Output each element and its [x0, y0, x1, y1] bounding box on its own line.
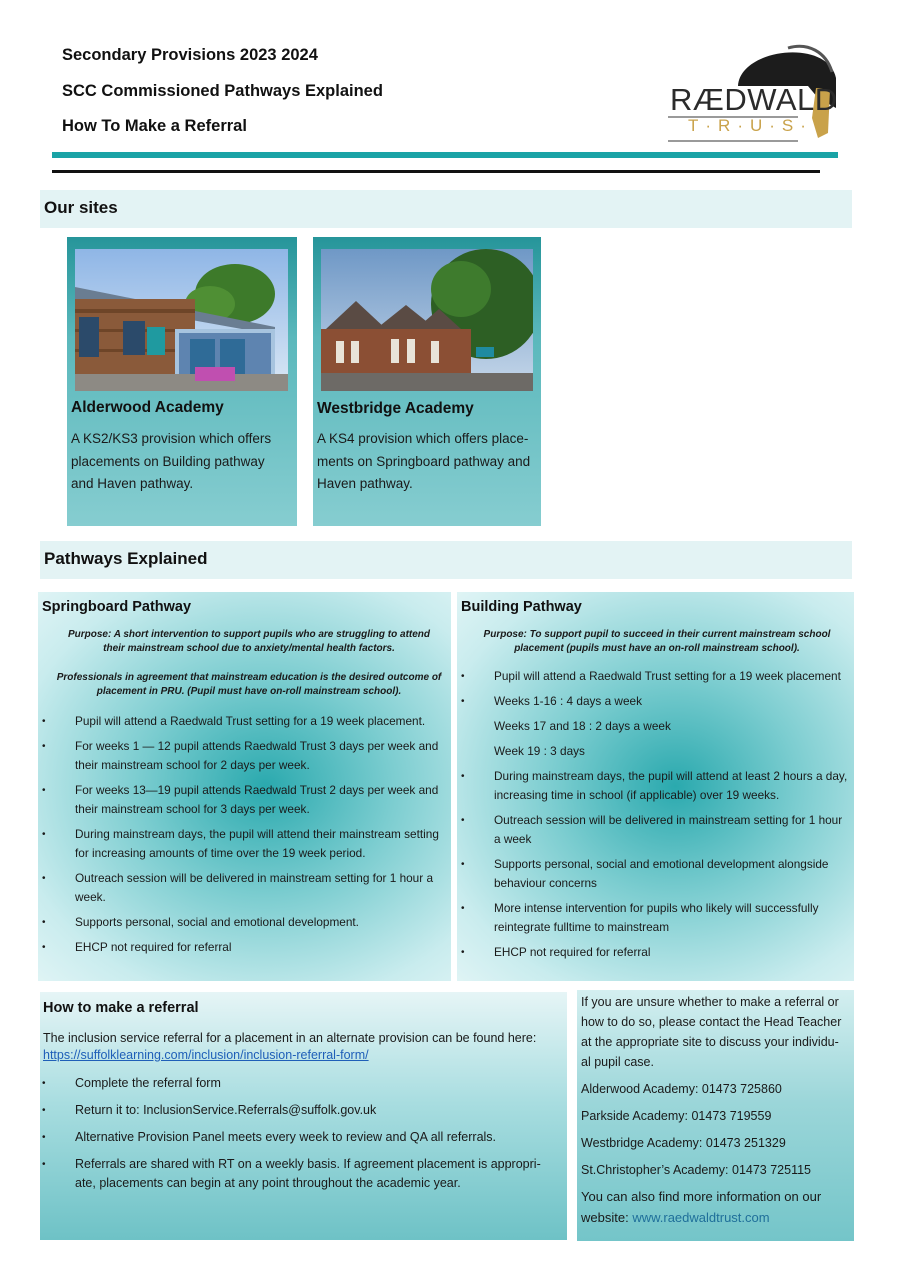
contact-intro-line: al pupil case.: [581, 1055, 654, 1069]
phone-alderwood: Alderwood Academy: 01473 725860: [581, 1082, 782, 1096]
site-description: [71, 428, 293, 496]
list-item: • For weeks 1 — 12 pupil attends Raedwald Trust 3 days per week and their mainstream school for 2 days per week.: [42, 737, 448, 775]
referral-title: How to make a referral: [43, 1000, 199, 1016]
building-purpose: Purpose: To support pupil to succeed in their current mainstream school placement (pupils must have an on-roll mainstream school).: [483, 629, 831, 654]
header-rule-teal: [52, 152, 838, 158]
list-item: • Supports personal, social and emotional development alongside behaviour concerns: [461, 855, 851, 893]
phone-stchristophers: St.Christopher’s Academy: 01473 725115: [581, 1163, 812, 1177]
list-item: • Alternative Provision Panel meets every week to review and QA all referrals.: [42, 1128, 557, 1147]
westbridge-photo: [321, 249, 533, 391]
springboard-list: [42, 712, 448, 963]
list-item: • Pupil will attend a Raedwald Trust setting for a 19 week placement: [461, 667, 851, 686]
referral-panel: [40, 992, 567, 1240]
list-item: • During mainstream days, the pupil will attend at least 2 hours a day, increasing time in school (if applicable) over 19 weeks.: [461, 767, 851, 805]
site-description: [317, 428, 539, 496]
alderwood-photo: [75, 249, 288, 391]
pathways-heading: Pathways Explained: [40, 541, 852, 579]
list-item: • Complete the referral form: [42, 1074, 557, 1093]
phone-westbridge: Westbridge Academy: 01473 251329: [581, 1136, 786, 1150]
list-item: • EHCP not required for referral: [42, 938, 448, 957]
site-description-line: and Haven pathway.: [71, 476, 194, 491]
list-item: • During mainstream days, the pupil will attend their mainstream setting for increasing amounts of time over the 19 week period.: [42, 825, 448, 863]
contact-intro-line: If you are unsure whether to make a referral or: [581, 995, 839, 1009]
list-item: Week 19 : 3 days: [494, 744, 585, 758]
list-item: • Supports personal, social and emotional development.: [42, 913, 448, 932]
contact-intro-line: at the appropriate site to discuss your individu-: [581, 1035, 839, 1049]
list-item: Weeks 17 and 18 : 2 days a week: [494, 719, 671, 733]
site-card-westbridge: [313, 237, 541, 526]
site-description-line: A KS4 provision which offers place-: [317, 431, 529, 446]
building-title: Building Pathway: [461, 599, 582, 615]
doc-title: Secondary Provisions 2023 2024: [62, 46, 318, 64]
list-item: • EHCP not required for referral: [461, 943, 851, 962]
site-title: Westbridge Academy: [317, 400, 474, 417]
logo-wordmark: RÆDWALD: [670, 82, 838, 117]
our-sites-heading: Our sites: [40, 190, 852, 228]
contact-panel: [577, 990, 854, 1241]
list-item: • Pupil will attend a Raedwald Trust setting for a 19 week placement.: [42, 712, 448, 731]
springboard-agreement: Professionals in agreement that mainstream education is the desired outcome of placement in PRU. (Pupil must have on-roll mainstream school).: [56, 672, 442, 697]
springboard-purpose: Purpose: A short intervention to support pupils who are struggling to attend their mainstream school due to anxiety/mental health factors.: [67, 629, 431, 654]
list-item: • Outreach session will be delivered in mainstream setting for 1 hour a week: [461, 811, 851, 849]
contact-intro-line: how to do so, please contact the Head Teacher: [581, 1015, 842, 1029]
website-line: [581, 1208, 770, 1228]
site-description-line: ments on Springboard pathway and: [317, 453, 531, 469]
raedwald-trust-logo: [668, 38, 838, 146]
list-item: • Return it to: InclusionService.Referrals@suffolk.gov.uk: [42, 1101, 557, 1120]
logo-rule-bottom: [668, 140, 798, 142]
list-item: • For weeks 13—19 pupil attends Raedwald Trust 2 days per week and their mainstream school for 3 days per week.: [42, 781, 448, 819]
list-item: • More intense intervention for pupils who likely will successfully reintegrate fulltime to mainstream: [461, 899, 851, 937]
springboard-title: Springboard Pathway: [42, 599, 192, 615]
site-description-line: Haven pathway.: [317, 476, 413, 491]
building-list: [461, 667, 851, 968]
phone-parkside: Parkside Academy: 01473 719559: [581, 1109, 772, 1123]
list-item: • Outreach session will be delivered in mainstream setting for 1 hour a week.: [42, 869, 448, 907]
contact-intro: [581, 992, 853, 1072]
building-panel: [457, 592, 854, 981]
website-link[interactable]: www.raedwaldtrust.com: [632, 1210, 770, 1225]
list-item: • Referrals are shared with RT on a weekly basis. If agreement placement is appropri-ate, placements can begin at any point throughout the academic year.: [42, 1155, 557, 1193]
springboard-panel: [38, 592, 451, 981]
doc-subtitle-2: How To Make a Referral: [62, 117, 247, 135]
site-card-alderwood: [67, 237, 297, 526]
more-info-line: You can also find more information on our: [581, 1189, 822, 1204]
site-description-line: placements on Building pathway: [71, 453, 265, 469]
doc-subtitle: SCC Commissioned Pathways Explained: [62, 82, 383, 100]
site-title: Alderwood Academy: [71, 399, 224, 416]
site-description-line: A KS2/KS3 provision which offers: [71, 431, 272, 446]
referral-intro: The inclusion service referral for a placement in an alternate provision can be found here:: [43, 1031, 537, 1045]
list-item: • Weeks 1-16 : 4 days a week: [461, 692, 851, 711]
referral-form-link[interactable]: https://suffolklearning.com/inclusion/inclusion-referral-form/: [43, 1048, 369, 1062]
referral-steps: [42, 1074, 557, 1199]
logo-trust-text: T·R·U·S·T: [688, 116, 831, 135]
header-rule-black: [52, 170, 820, 173]
website-prefix: website:: [581, 1210, 633, 1225]
